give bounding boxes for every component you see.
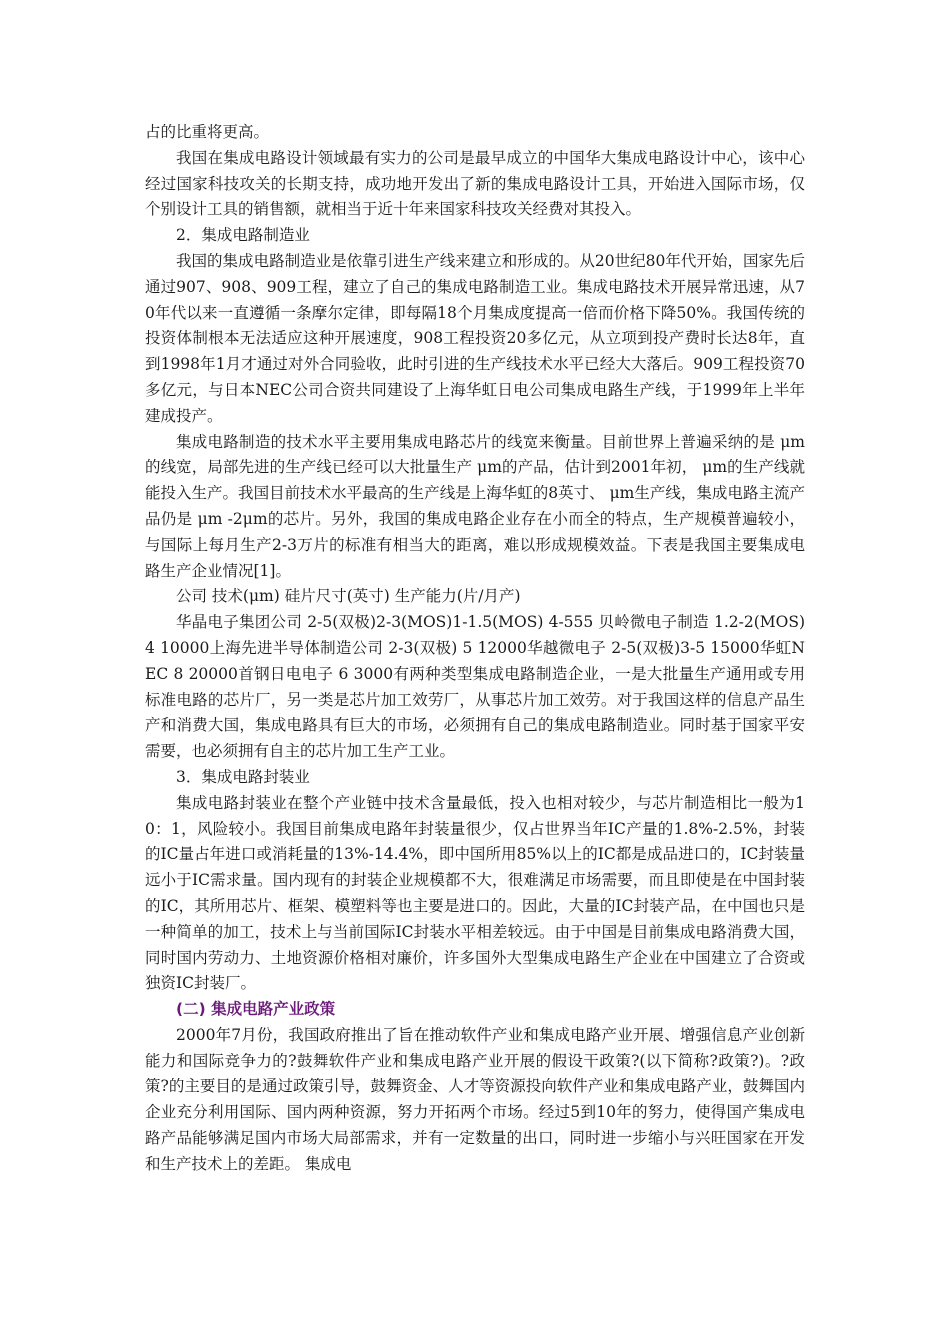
- document-page: [145, 120, 805, 1178]
- table-header-line: 公司 技术(μm) 硅片尺寸(英寸) 生产能力(片/月产): [176, 587, 521, 606]
- paragraph-huada-design: 我国在集成电路设计领域最有实力的公司是最早成立的中国华大集成电路设计中心，该中心经过国家科技攻关的长期支持，成功地开发出了新的集成电路设计工具，开始进入国际市场，仅个别设计工具的销售额，就相当于近十年来国家科技攻关经费对其投入。: [145, 148, 805, 219]
- heading-packaging: 3．集成电路封装业: [176, 767, 310, 786]
- heading-manufacturing: 2．集成电路制造业: [176, 226, 310, 245]
- paragraph-packaging: 集成电路封装业在整个产业链中技术含量最低，投入也相对较少，与芯片制造相比一般为10：1，风险较小。我国目前集成电路年封装量很少，仅占世界当年IC产量的1.8%-2.5%，封装的IC量占年进口或消耗量的13%-14.4%，即中国所用85%以上的IC都是成品进口的，IC封装量远小于IC需求量。国内现有的封装企业规模都不大，很难满足市场需要，而且即使是在中国封装的IC，其所用芯片、框架、模塑料等也主要是进口的。因此，大量的IC封装产品，在中国也只是一种简单的加工，技术上与当前国际IC封装水平相差较远。由于中国是目前集成电路消费大国，同时国内劳动力、土地资源价格相对廉价，许多国外大型集成电路生产企业在中国建立了合资或独资IC封装厂。: [145, 793, 805, 993]
- paragraph-table-rows: 华晶电子集团公司 2-5(双极)2-3(MOS)1-1.5(MOS) 4-555 贝岭微电子制造 1.2-2(MOS) 4 10000上海先进半导体制造公司 2-3(双极) 5 12000华越微电子 2-5(双极)3-5 15000华虹NEC 8 20000首钢日电电子 6 3000有两种类型集成电路制造企业，一是大批量生产通用或专用标准电路的芯片厂，另一类是芯片加工效劳厂，从事芯片加工效劳。对于我国这样的信息产品生产和消费大国，集成电路具有巨大的市场，必须拥有自己的集成电路制造业。同时基于国家平安需要，也必须拥有自主的芯片加工生产工业。: [145, 613, 805, 761]
- paragraph-continuation: 占的比重将更高。: [145, 123, 270, 141]
- paragraph-linewidth: 集成电路制造的技术水平主要用集成电路芯片的线宽来衡量。目前世界上普遍采纳的是 μm的线宽，局部先进的生产线已经可以大批量生产 μm的产品，估计到2001年初， μm的生产线就能投入生产。我国目前技术水平最高的生产线是上海华虹的8英寸、 μm生产线，集成电路主流产品仍是 μm -2μm的芯片。另外，我国的集成电路企业存在小而全的特点，生产规模普遍较小，与国际上每月生产2-3万片的标准有相当大的距离，难以形成规模效益。下表是我国主要集成电路生产企业情况[1]。: [145, 432, 805, 580]
- paragraph-manufacturing-history: 我国的集成电路制造业是依靠引进生产线来建立和形成的。从20世纪80年代开始，国家先后通过907、908、909工程，建立了自己的集成电路制造工业。集成电路技术开展异常迅速，从70年代以来一直遵循一条摩尔定律，即每隔18个月集成度提高一倍而价格下降50%。我国传统的投资体制根本无法适应这种开展速度，908工程投资20多亿元，从立项到投产费时长达8年，直到1998年1月才通过对外合同验收，此时引进的生产线技术水平已经大大落后。909工程投资70多亿元，与日本NEC公司合资共同建设了上海华虹日电公司集成电路生产线，于1999年上半年建成投产。: [145, 251, 805, 425]
- paragraph-policy: 2000年7月份，我国政府推出了旨在推动软件产业和集成电路产业开展、增强信息产业创新能力和国际竞争力的?鼓舞软件产业和集成电路产业开展的假设干政策?(以下简称?政策?)。?政策?的主要目的是通过政策引导，鼓舞资金、人才等资源投向软件产业和集成电路产业，鼓舞国内企业充分利用国际、国内两种资源，努力开拓两个市场。经过5到10年的努力，使得国产集成电路产品能够满足国内市场大局部需求，并有一定数量的出口，同时进一步缩小与兴旺国家在开发和生产技术上的差距。 集成电: [145, 1025, 805, 1173]
- section-title-policy: (二) 集成电路产业政策: [176, 1000, 336, 1019]
